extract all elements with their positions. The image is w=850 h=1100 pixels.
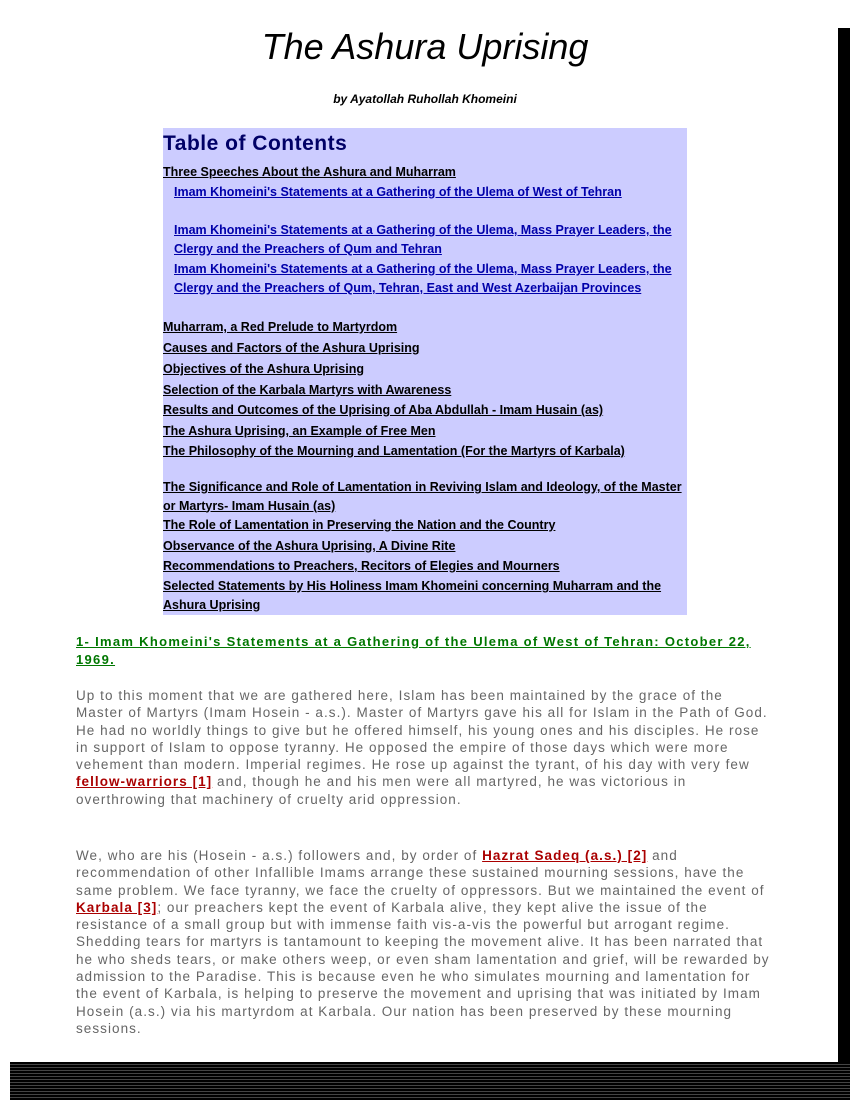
toc-link-example-free-men[interactable]: The Ashura Uprising, an Example of Free Men bbox=[163, 424, 436, 438]
toc-link-results-outcomes[interactable]: Results and Outcomes of the Uprising of Aba Abdullah - Imam Husain (as) bbox=[163, 403, 604, 417]
page-shadow-right bbox=[838, 28, 850, 1100]
toc-link-causes-factors[interactable]: Causes and Factors of the Ashura Uprising bbox=[163, 341, 420, 355]
toc-link-speech-west-tehran[interactable]: Imam Khomeini's Statements at a Gathering of the Ulema of West of Tehran bbox=[174, 185, 622, 199]
paragraph-2-text-c: ; our preachers kept the event of Karbala alive, they kept alive the issue of the resistance of a small group but with immense faith vis-a-vis the powerful but arrogant regime. Shedding tears for martyrs is tantamount to keeping the movement alive. It has been narrated that he who sheds tears, or make others weep, or even sham lamentation and grief, will be rewarded by admission to the Paradise. This is because even he who simulates mourning and lamentation for the event of Karbala, is helping to preserve the movement and uprising that was initiated by Imam Hosein (a.s.) via his martyrdom at Karbala. Our nation has been preserved by these mourning sessions. bbox=[76, 899, 770, 1036]
toc-link-selection-martyrs[interactable]: Selection of the Karbala Martyrs with Awareness bbox=[163, 383, 452, 397]
paragraph-2-text-b: and recommendation of other Infallible Imams arrange these sustained mourning sessions, have the same problem. We face tyranny, we face the cruelty of oppressors. But we maintained the event of bbox=[76, 848, 765, 898]
table-of-contents bbox=[163, 128, 687, 615]
toc-link-objectives[interactable]: Objectives of the Ashura Uprising bbox=[163, 362, 364, 376]
footnote-link-2[interactable]: Hazrat Sadeq (a.s.) [2] bbox=[482, 848, 648, 863]
toc-link-muharram-prelude[interactable]: Muharram, a Red Prelude to Martyrdom bbox=[163, 320, 398, 334]
toc-heading: Table of Contents bbox=[163, 132, 348, 155]
paragraph-1-text-a: Up to this moment that we are gathered here, Islam has been maintained by the grace of the Master of Martyrs (Imam Hosein - a.s.). Master of Martyrs gave his all for Islam in the Path of God. He had no worldly things to give but he offered himself, his young ones and his disciples. He rose in support of Islam to oppose tyranny. He opposed the empire of those days which were more vehement than modern. Imperial regimes. He rose up against the tyrant, of his day with very few bbox=[76, 688, 768, 773]
page-shadow-bottom bbox=[10, 1062, 850, 1100]
toc-link-recommendations[interactable]: Recommendations to Preachers, Recitors of Elegies and Mourners bbox=[163, 559, 560, 573]
toc-link-role-lamentation[interactable]: The Role of Lamentation in Preserving the Nation and the Country bbox=[163, 518, 556, 532]
toc-link-speech-qum-tehran[interactable]: Imam Khomeini's Statements at a Gathering of the Ulema, Mass Prayer Leaders, the Clergy and the Preachers of Qum and Tehran bbox=[174, 223, 672, 256]
toc-link-philosophy-mourning[interactable]: The Philosophy of the Mourning and Lamentation (For the Martyrs of Karbala) bbox=[163, 444, 625, 458]
footnote-link-1[interactable]: fellow-warriors [1] bbox=[76, 774, 213, 790]
toc-link-speech-azerbaijan[interactable]: Imam Khomeini's Statements at a Gathering of the Ulema, Mass Prayer Leaders, the Clergy and the Preachers of Qum, Tehran, East and West Azerbaijan Provinces bbox=[174, 262, 672, 295]
paragraph-2-text-a: We, who are his (Hosein - a.s.) followers and, by order of bbox=[76, 848, 483, 863]
page-title: The Ashura Uprising bbox=[261, 26, 589, 67]
toc-link-selected-statements[interactable]: Selected Statements by His Holiness Imam Khomeini concerning Muharram and the Ashura Uprising bbox=[163, 579, 662, 612]
toc-link-divine-rite[interactable]: Observance of the Ashura Uprising, A Divine Rite bbox=[163, 539, 456, 553]
paragraph-1 bbox=[76, 687, 770, 808]
toc-link-three-speeches[interactable]: Three Speeches About the Ashura and Muharram bbox=[163, 165, 456, 179]
byline: by Ayatollah Ruhollah Khomeini bbox=[333, 92, 517, 106]
paragraph-1-text-b: and, though he and his men were all martyred, he was victorious in overthrowing that machinery of cruelty arid oppression. bbox=[76, 774, 687, 807]
section-heading[interactable]: 1- Imam Khomeini's Statements at a Gathering of the Ulema of West of Tehran: October 22, 1969. bbox=[76, 634, 751, 667]
toc-link-significance-lamentation[interactable]: The Significance and Role of Lamentation in Reviving Islam and Ideology, of the Master or Martyrs- Imam Husain (as) bbox=[163, 480, 682, 513]
paragraph-2 bbox=[76, 847, 770, 1037]
footnote-link-3[interactable]: Karbala [3] bbox=[76, 899, 158, 915]
